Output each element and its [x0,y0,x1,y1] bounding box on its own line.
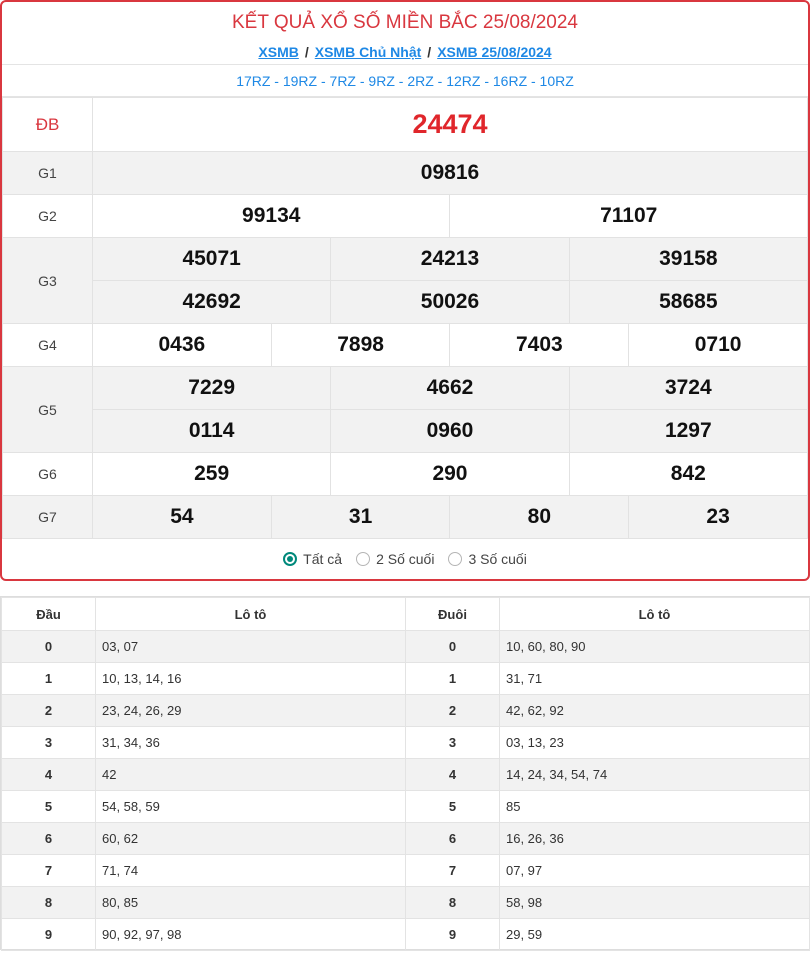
prize-number-g4: 0436 [93,324,272,367]
loto-duoi-values-cell: 16, 26, 36 [500,823,810,855]
breadcrumb-separator: / [427,44,432,60]
loto-duoi-cell: 1 [406,663,500,695]
prize-label-g7: G7 [3,496,93,539]
radio-checked-icon [283,552,297,566]
loto-dau-cell: 8 [2,887,96,919]
loto-dau-values-cell: 31, 34, 36 [96,727,406,759]
loto-dau-cell: 5 [2,791,96,823]
prize-label-g5: G5 [3,367,93,453]
prize-number-g5: 0960 [331,410,569,453]
prize-number-g3: 50026 [331,281,569,324]
loto-header-loto: Lô tô [96,598,406,631]
prize-number-g5: 4662 [331,367,569,410]
loto-header-dau: Đầu [2,598,96,631]
filter-last-2-radio[interactable] [356,551,434,567]
filter-option-label: Tất cả [303,551,343,567]
loto-dau-values-cell: 03, 07 [96,631,406,663]
page-title: KẾT QUẢ XỔ SỐ MIỀN BẮC 25/08/2024 [231,12,579,33]
loto-duoi-cell: 0 [406,631,500,663]
loto-dau-values-cell: 54, 58, 59 [96,791,406,823]
loto-duoi-cell: 6 [406,823,500,855]
prize-number-g7: 31 [271,496,450,539]
prize-number-g3: 42692 [93,281,331,324]
loto-duoi-values-cell: 07, 97 [500,855,810,887]
breadcrumb-xsmb-link[interactable]: XSMB [258,44,299,60]
prize-number-g4: 7403 [450,324,629,367]
loto-dau-values-cell: 10, 13, 14, 16 [96,663,406,695]
loto-dau-cell: 7 [2,855,96,887]
breadcrumb-separator: / [304,44,309,60]
filter-last-3-radio[interactable] [448,551,526,567]
table-row [2,663,810,695]
prize-number-g3: 24213 [331,238,569,281]
filter-option-label: 2 Số cuối [376,551,435,567]
loto-duoi-values-cell: 03, 13, 23 [500,727,810,759]
prize-number-g3: 45071 [93,238,331,281]
table-row [2,823,810,855]
loto-duoi-values-cell: 85 [500,791,810,823]
loto-dau-cell: 3 [2,727,96,759]
loto-duoi-cell: 7 [406,855,500,887]
prize-number-db: 24474 [93,98,808,152]
prize-label-g4: G4 [3,324,93,367]
prize-label-g6: G6 [3,453,93,496]
prize-number-g2: 99134 [93,195,450,238]
prize-number-g2: 71107 [450,195,808,238]
prize-label-db: ĐB [3,98,93,152]
loto-duoi-cell: 5 [406,791,500,823]
loto-dau-values-cell: 80, 85 [96,887,406,919]
loto-duoi-values-cell: 42, 62, 92 [500,695,810,727]
loto-duoi-values-cell: 29, 59 [500,919,810,951]
prize-number-g4: 0710 [629,324,808,367]
loto-dau-values-cell: 42 [96,759,406,791]
filter-all-radio[interactable] [283,551,342,567]
prize-table [2,97,808,539]
table-row [2,695,810,727]
radio-unchecked-icon [448,552,462,566]
prize-number-g1: 09816 [93,152,808,195]
table-row [2,791,810,823]
loto-dau-values-cell: 60, 62 [96,823,406,855]
breadcrumb-xsmb-sunday-link[interactable]: XSMB Chủ Nhật [314,44,422,60]
prize-label-g2: G2 [3,195,93,238]
prize-number-g5: 7229 [93,367,331,410]
breadcrumb-xsmb-date-link[interactable]: XSMB 25/08/2024 [437,44,552,60]
loto-duoi-cell: 3 [406,727,500,759]
prize-number-g5: 0114 [93,410,331,453]
prize-number-g5: 3724 [569,367,807,410]
loto-duoi-values-cell: 10, 60, 80, 90 [500,631,810,663]
prize-label-g1: G1 [3,152,93,195]
loto-header-loto: Lô tô [500,598,810,631]
loto-dau-values-cell: 71, 74 [96,855,406,887]
loto-dau-cell: 1 [2,663,96,695]
loto-dau-cell: 4 [2,759,96,791]
prize-number-g3: 58685 [569,281,807,324]
draw-codes: 17RZ - 19RZ - 7RZ - 9RZ - 2RZ - 12RZ - 16RZ - 10RZ [2,64,808,97]
breadcrumb [2,40,808,64]
loto-duoi-values-cell: 31, 71 [500,663,810,695]
table-row [2,727,810,759]
loto-duoi-cell: 2 [406,695,500,727]
prize-label-g3: G3 [3,238,93,324]
loto-card [0,596,810,950]
loto-duoi-values-cell: 14, 24, 34, 54, 74 [500,759,810,791]
table-row [2,919,810,951]
loto-duoi-cell: 9 [406,919,500,951]
prize-number-g7: 23 [629,496,808,539]
table-row [2,759,810,791]
loto-dau-values-cell: 23, 24, 26, 29 [96,695,406,727]
loto-dau-cell: 6 [2,823,96,855]
table-row [2,631,810,663]
digit-filter [2,539,808,579]
filter-option-label: 3 Số cuối [468,551,527,567]
loto-dau-cell: 2 [2,695,96,727]
prize-number-g6: 290 [331,453,569,496]
prize-number-g5: 1297 [569,410,807,453]
loto-body [2,631,810,951]
prize-number-g7: 54 [93,496,272,539]
loto-duoi-cell: 4 [406,759,500,791]
loto-header-duoi: Đuôi [406,598,500,631]
loto-table [1,597,810,951]
loto-duoi-values-cell: 58, 98 [500,887,810,919]
loto-dau-cell: 9 [2,919,96,951]
loto-dau-values-cell: 90, 92, 97, 98 [96,919,406,951]
prize-number-g6: 842 [569,453,807,496]
table-row [2,887,810,919]
table-row [2,855,810,887]
prize-number-g3: 39158 [569,238,807,281]
loto-dau-cell: 0 [2,631,96,663]
prize-number-g4: 7898 [271,324,450,367]
prize-number-g6: 259 [93,453,331,496]
radio-unchecked-icon [356,552,370,566]
prize-number-g7: 80 [450,496,629,539]
loto-duoi-cell: 8 [406,887,500,919]
